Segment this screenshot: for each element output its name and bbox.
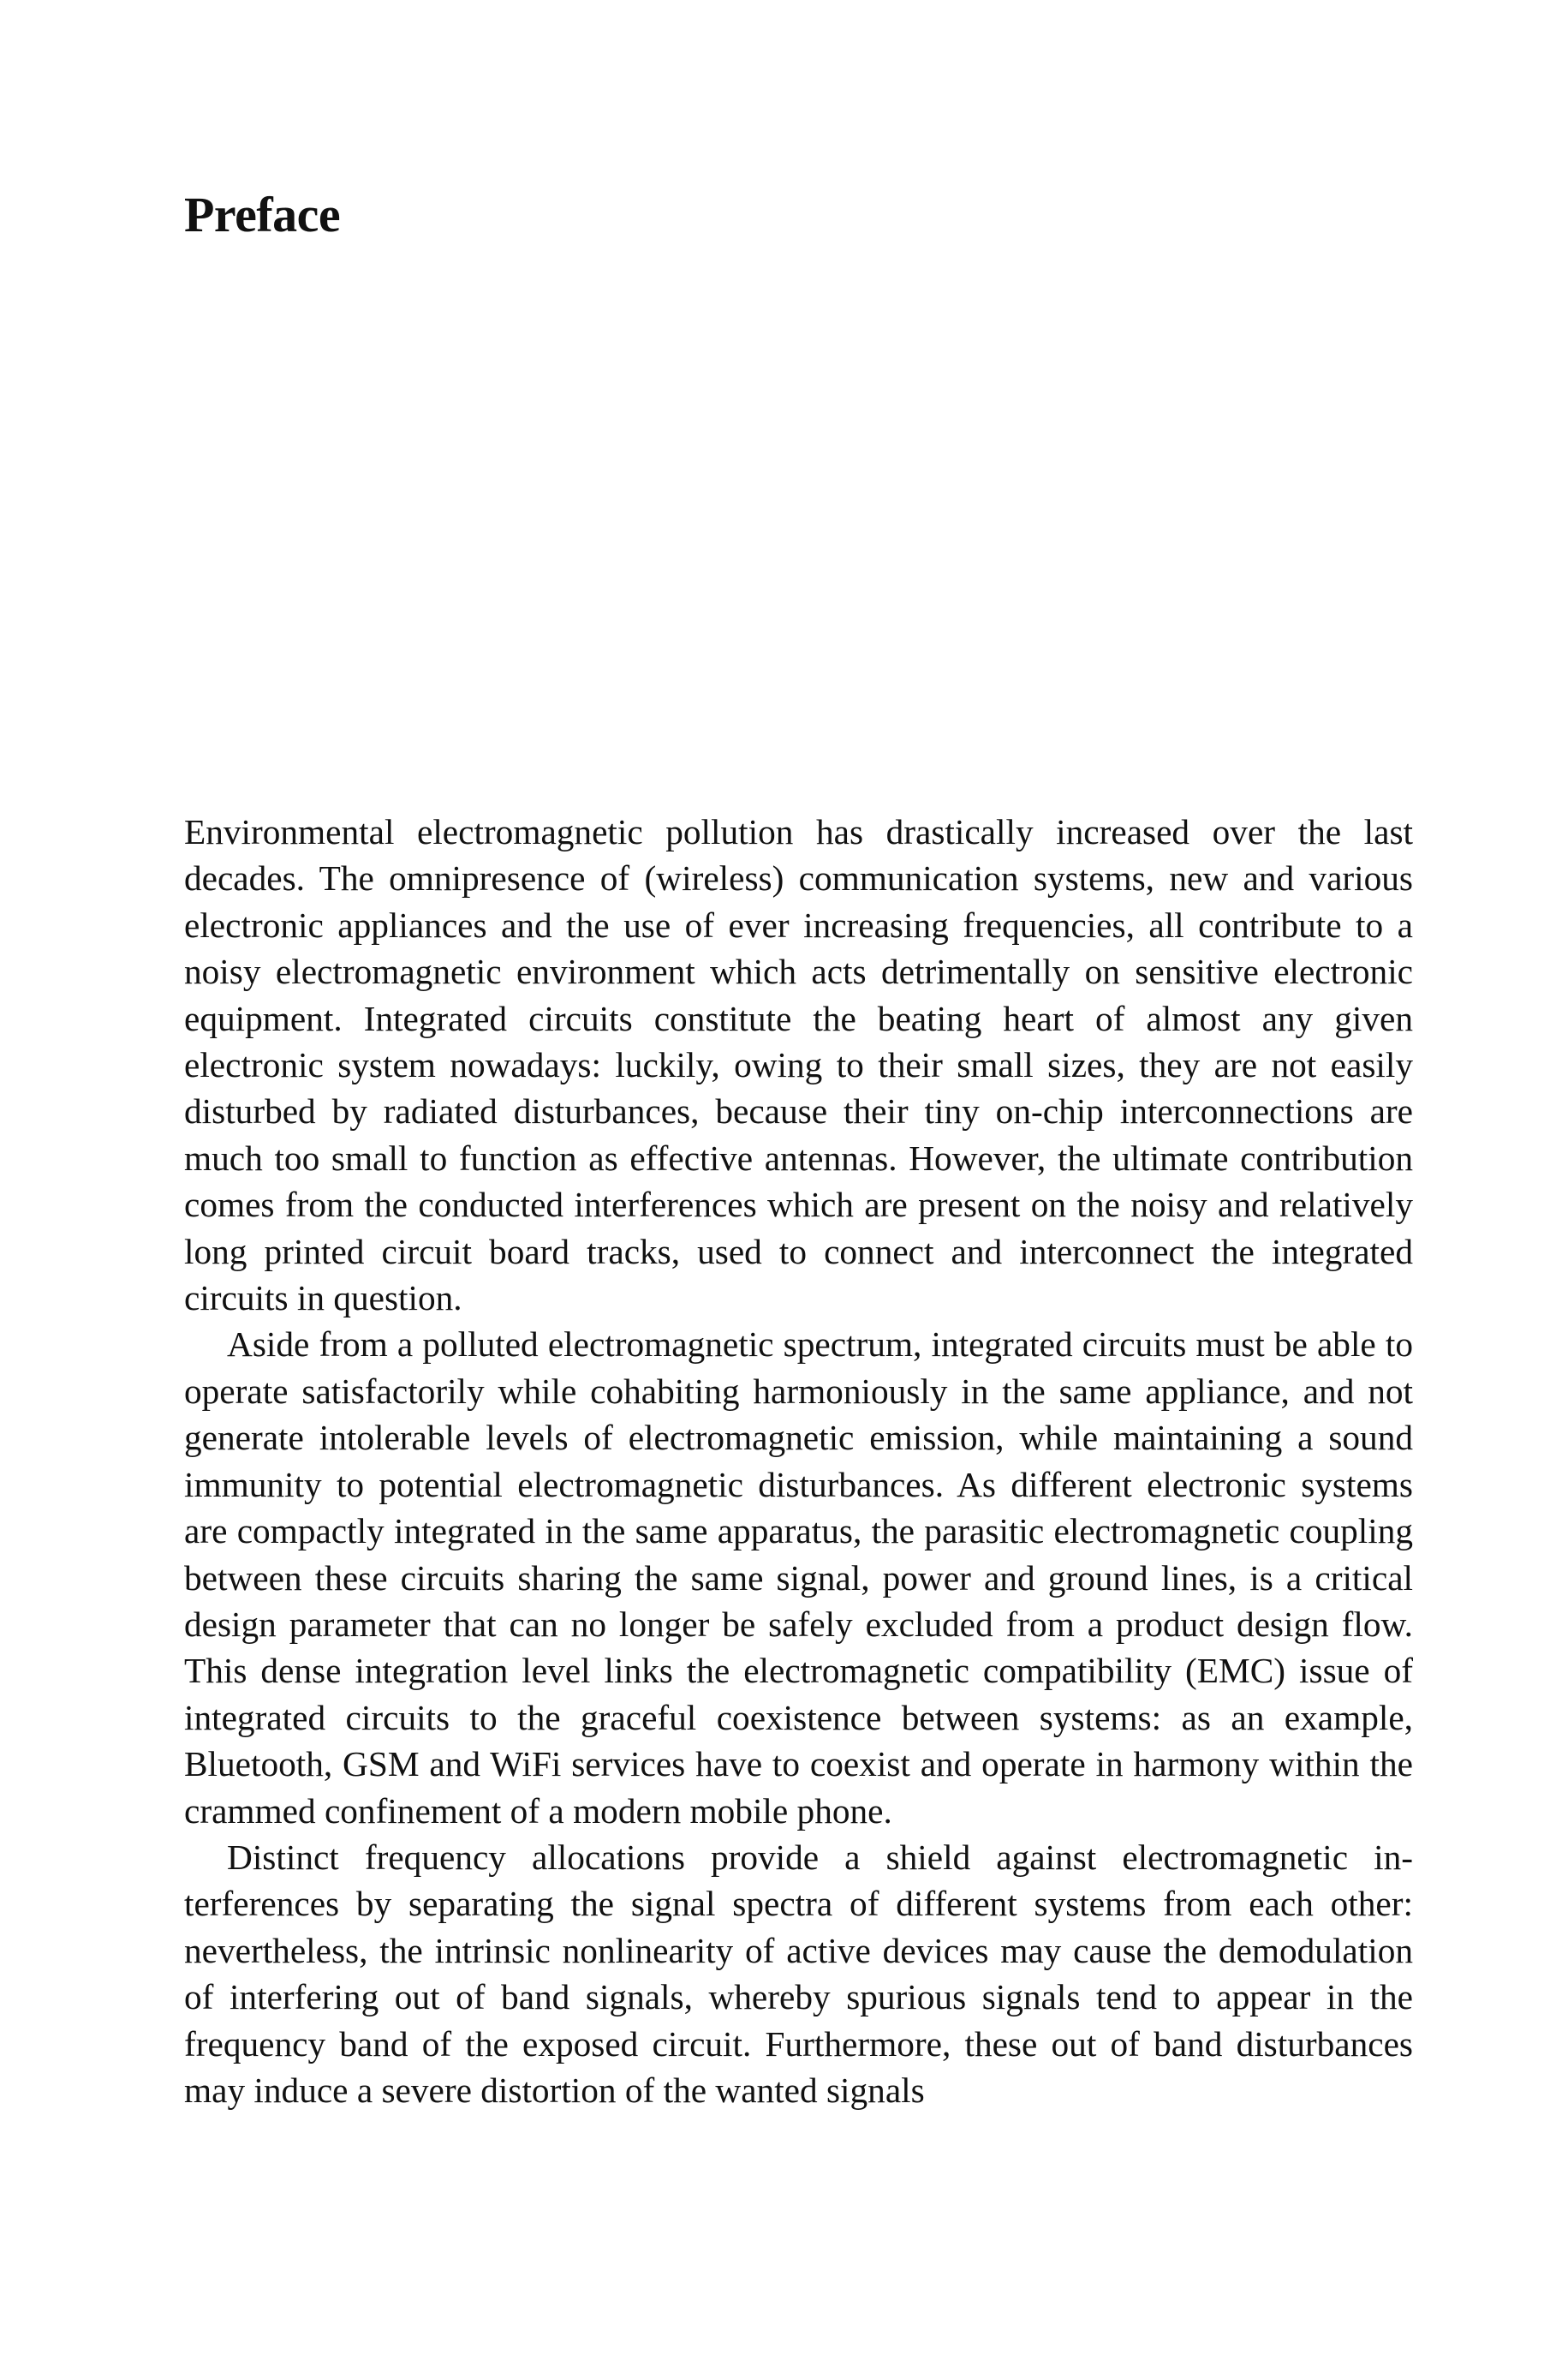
chapter-title: Preface — [184, 187, 341, 242]
paragraph: Aside from a polluted electromagnetic spectrum, integrated circuits must be able to operate satisfactorily while cohabiting harmoniously in the same appliance, and not generate intolerable levels of electromagnetic emission, while maintaining a sound immunity to potential electromagnetic disturbances. As different electronic systems are compactly integrated in the same apparatus, the parasitic electromagnetic coupling between these circuits sharing the same signal, power and ground lines, is a critical design parameter that can no longer be safely excluded from a product design flow. This dense integration level links the electromagnetic compatibility (EMC) issue of integrated circuits to the graceful coexistence between systems: as an example, Bluetooth, GSM and WiFi services have to coexist and operate in harmony within the crammed confinement of a modern mobile phone. — [184, 1324, 1413, 1831]
paragraph: Distinct frequency allocations provide a shield against electromagnetic interferences by separating the signal spectra of different systems from each other: nevertheless, the intrinsic nonlinearity of active devices may cause the demodulation of interfering out of band signals, whereby spurious signals tend to appear in the frequency band of the exposed circuit. Furthermore, these out of band disturbances may induce a severe distortion of the wanted signals — [184, 1837, 1413, 2110]
paragraph: Environmental electromagnetic pollution has drastically increased over the last decades. The omnipresence of (wireless) communication systems, new and various electronic appliances and the use of ever increasing frequencies, all contribute to a noisy electromagnetic environment which acts detrimentally on sensitive electronic equipment. Integrated circuits constitute the beating heart of almost any given electronic system nowadays: luckily, owing to their small sizes, they are not easily disturbed by radiated disturbances, because their tiny on-chip interconnections are much too small to function as effective antennas. However, the ultimate contribution comes from the conducted interferences which are present on the noisy and relatively long printed circuit board tracks, used to connect and interconnect the integrated circuits in question. — [184, 812, 1413, 1318]
preface-body — [184, 809, 1413, 2113]
